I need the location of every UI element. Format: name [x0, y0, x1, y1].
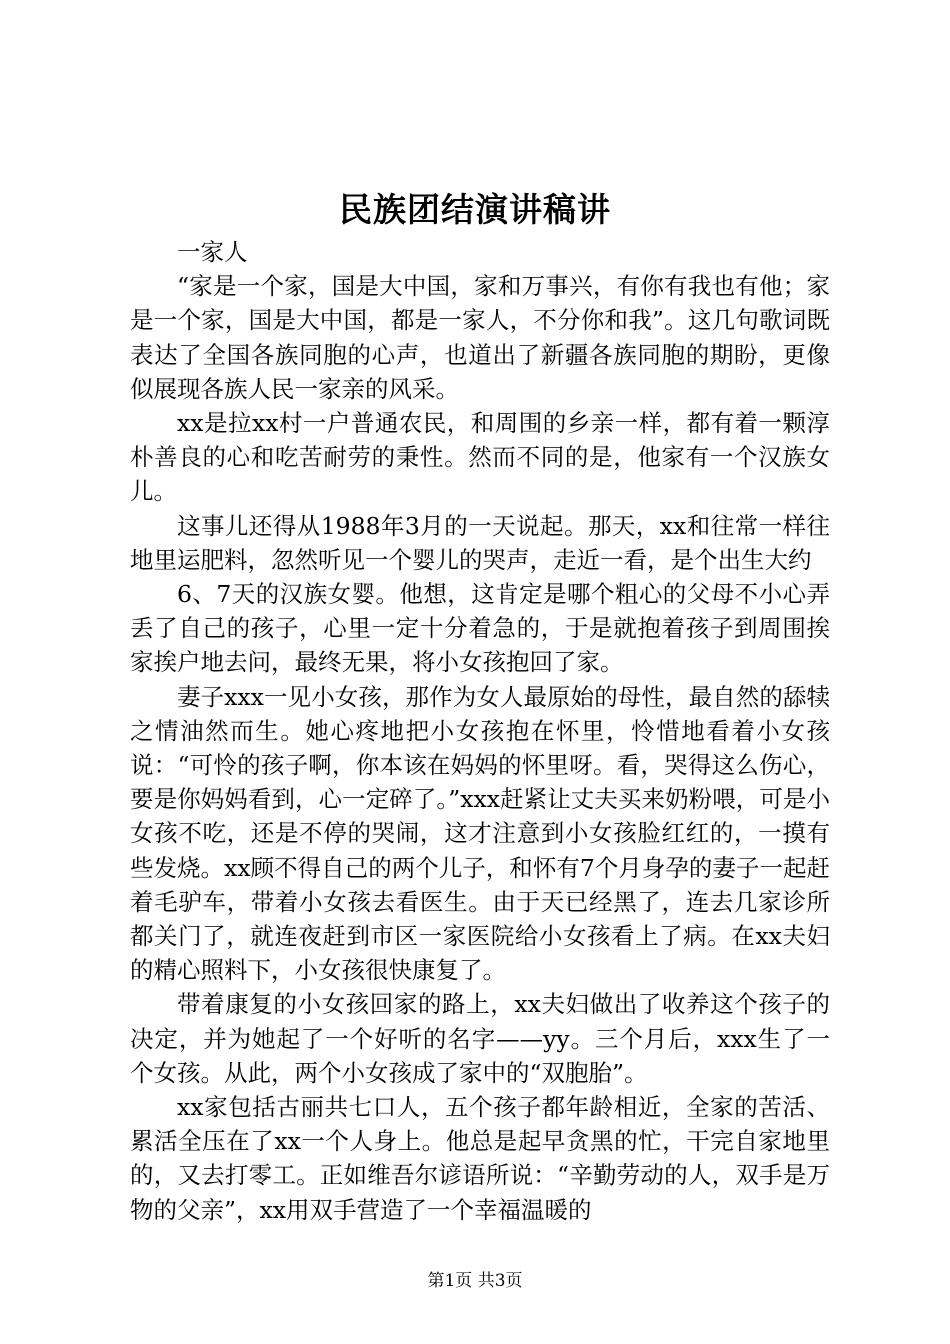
paragraph: 带着康复的小女孩回家的路上，xx夫妇做出了收养这个孩子的决定，并为她起了一个好听的名字——yy。三个月后，xxx生了一个女孩。从此，两个小女孩成了家中的“双胞胎”。 [130, 990, 830, 1087]
paragraph: 6、7天的汉族女婴。他想，这肯定是哪个粗心的父母不小心弄丢了自己的孩子，心里一定十分着急的，于是就抱着孩子到周围挨家挨户地去问，最终无果，将小女孩抱回了家。 [130, 580, 830, 677]
paragraph: xx家包括古丽共七口人，五个孩子都年龄相近，全家的苦活、累活全压在了xx一个人身上。他总是起早贪黑的忙，干完自家地里的，又去打零工。正如维吾尔谚语所说：“辛勤劳动的人，双手是万物的父亲”，xx用双手营造了一个幸福温暖的 [130, 1093, 830, 1224]
page-footer: 第1页 共3页 [427, 1271, 523, 1291]
paragraph-subtitle: 一家人 [177, 238, 248, 266]
paragraph: 这事儿还得从1988年3月的一天说起。那天，xx和往常一样往地里运肥料，忽然听见一个婴儿的哭声，走近一看，是个出生大约 [130, 511, 830, 574]
paragraph: 妻子xxx一见小女孩，那作为女人最原始的母性，最自然的舔犊之情油然而生。她心疼地把小女孩抱在怀里，怜惜地看着小女孩说：“可怜的孩子啊，你本该在妈妈的怀里呀。看，哭得这么伤心，要是你妈妈看到，心一定碎了。”xxx赶紧让丈夫买来奶粉喂，可是小女孩不吃，还是不停的哭闹，这才注意到小女孩脸红红的，一摸有些发烧。xx顾不得自己的两个儿子，和怀有7个月身孕的妻子一起赶着毛驴车，带着小女孩去看医生。由于天已经黑了，连去几家诊所都关门了，就连夜赶到市区一家医院给小女孩看上了病。在xx夫妇的精心照料下，小女孩很快康复了。 [130, 682, 830, 985]
document-title: 民族团结演讲稿讲 [339, 190, 611, 229]
paragraph: xx是拉xx村一户普通农民，和周围的乡亲一样，都有着一颗淳朴善良的心和吃苦耐劳的秉性。然而不同的是，他家有一个汉族女儿。 [130, 409, 830, 506]
document-body [130, 235, 830, 1227]
paragraph: “家是一个家，国是大中国，家和万事兴，有你有我也有他；家是一个家，国是大中国，都是一家人，不分你和我”。这几句歌词既表达了全国各族同胞的心声，也道出了新疆各族同胞的期盼，更像似展现各族人民一家亲的风采。 [130, 272, 830, 403]
